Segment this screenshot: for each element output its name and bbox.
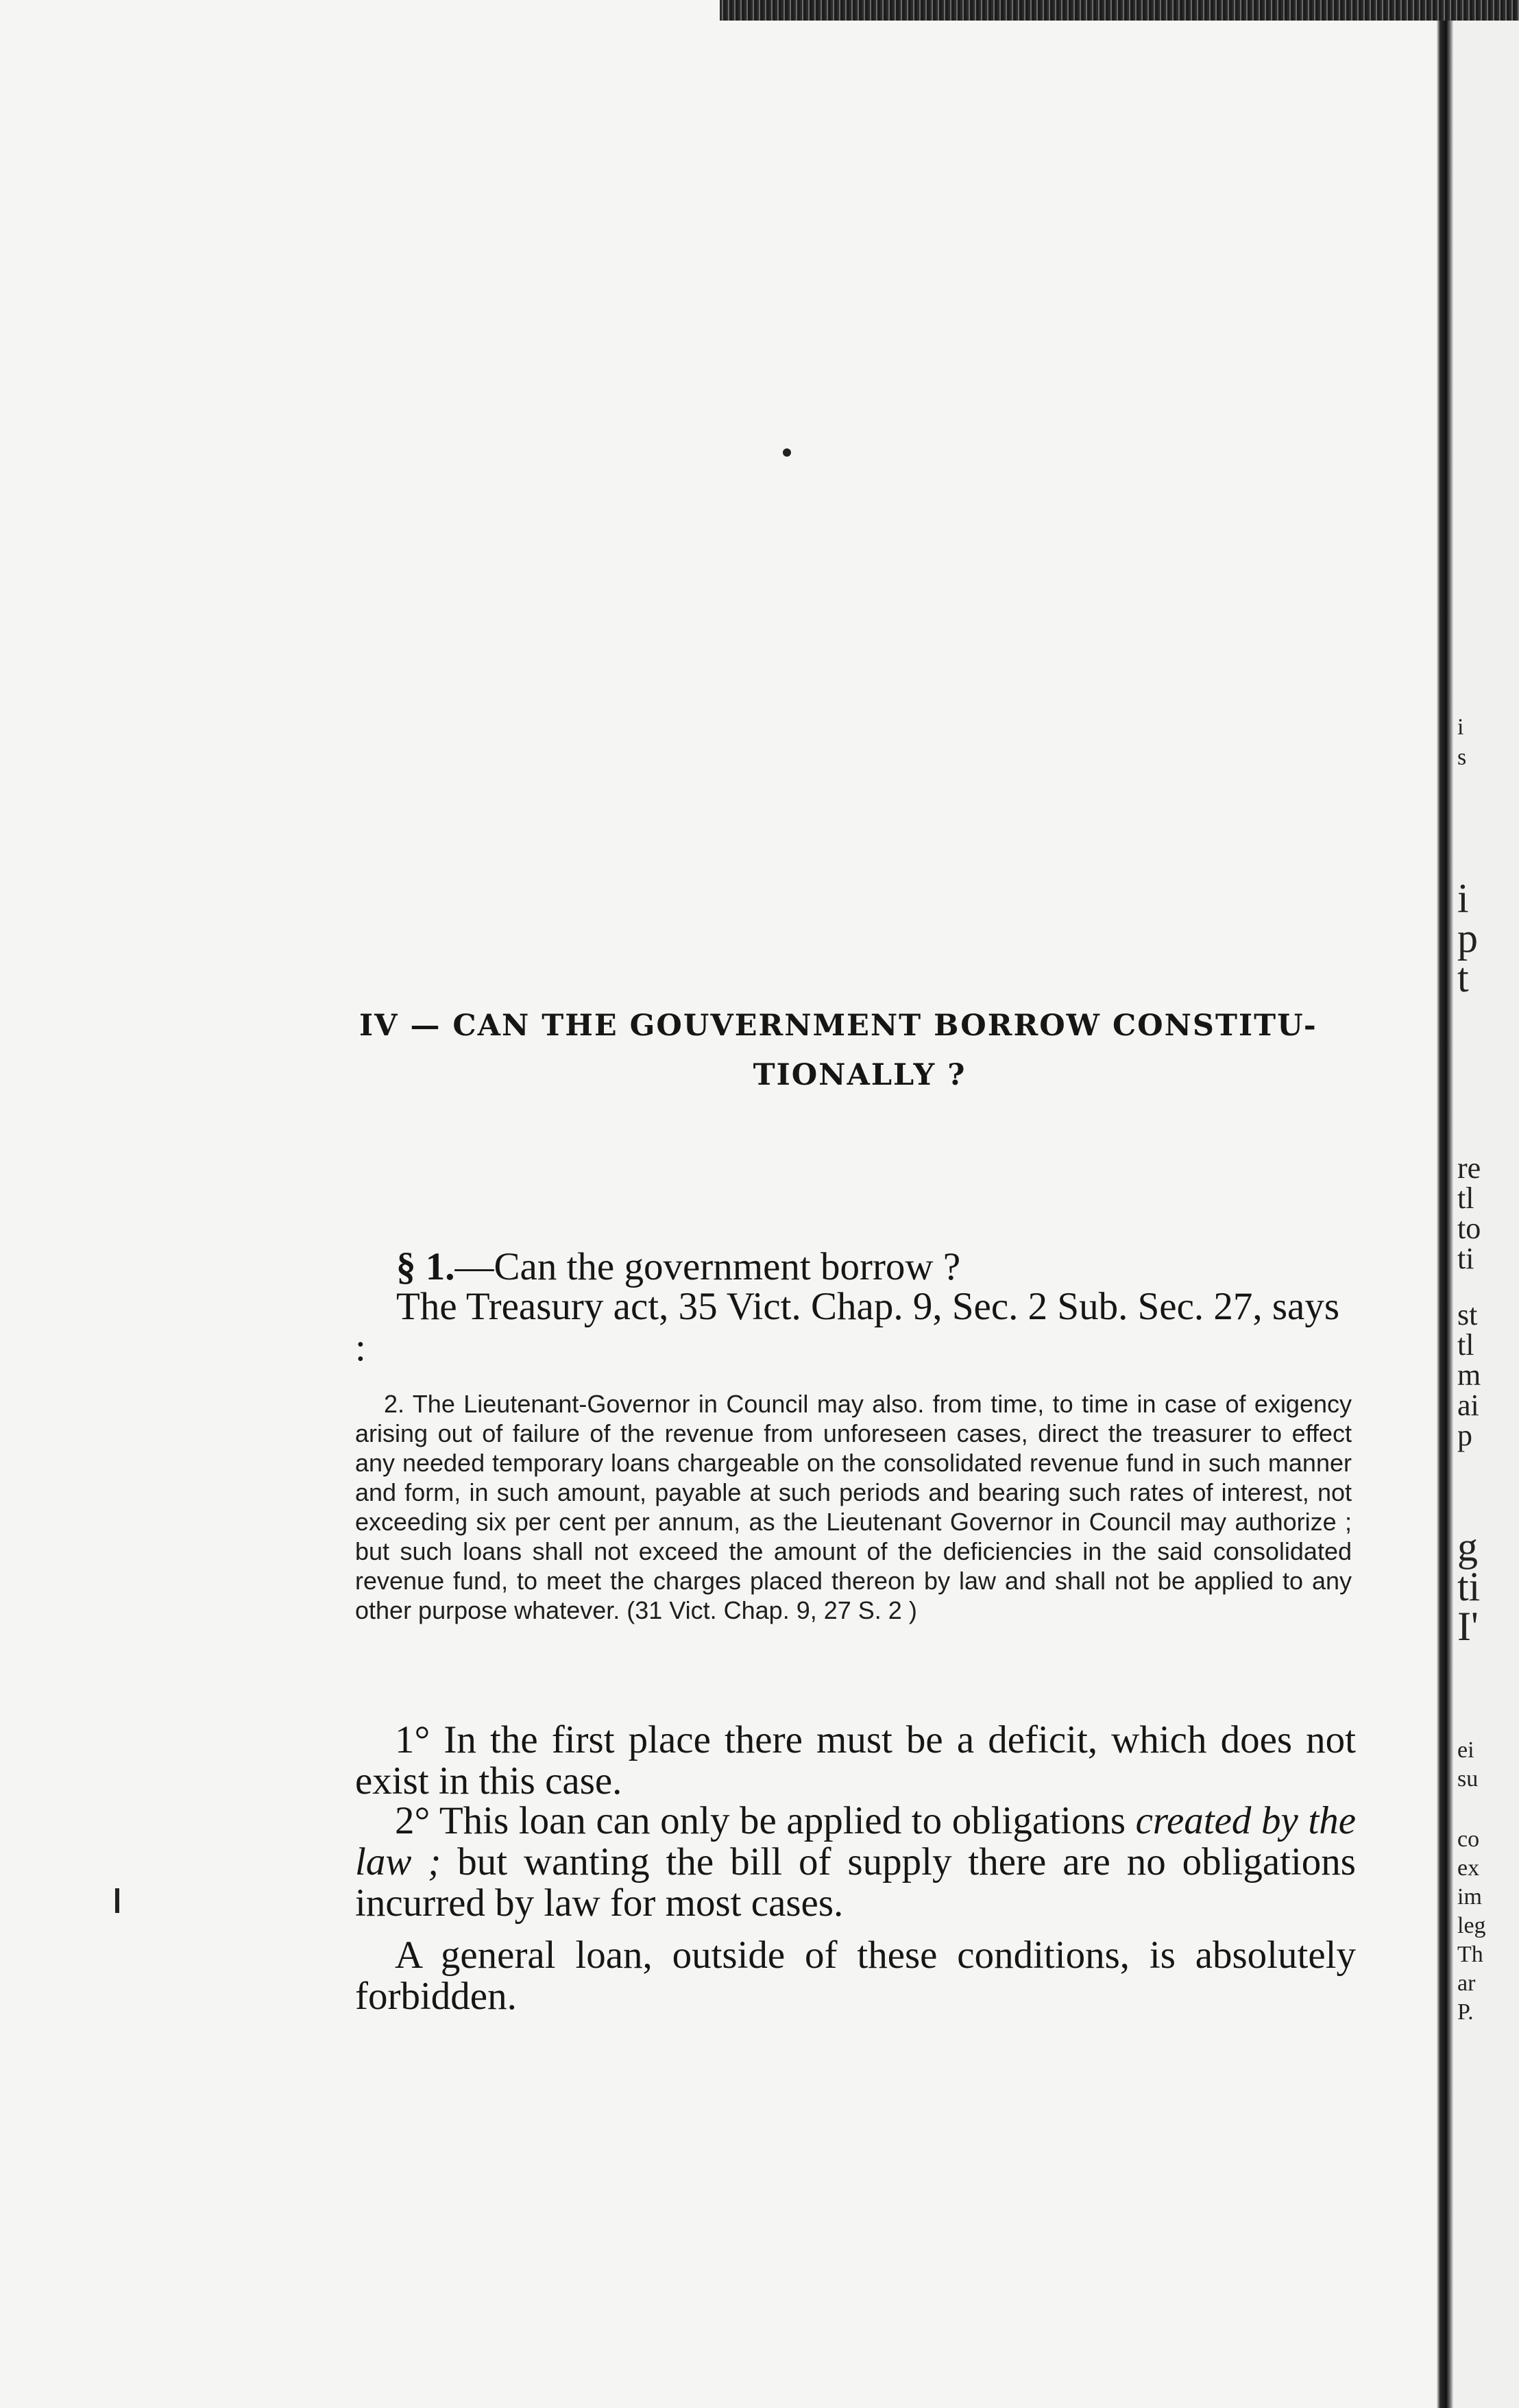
fragment: i <box>1457 714 1464 740</box>
chapter-heading <box>359 1001 1360 1100</box>
point-two-end: but wanting the bill of supply there are no obligations incurred by law for most cases. <box>355 1840 1356 1925</box>
fragment: tl <box>1457 1181 1474 1215</box>
book-gutter <box>1437 21 1453 2408</box>
point-two <box>355 1801 1356 1924</box>
fragment: p <box>1457 915 1478 961</box>
fragment: t <box>1457 955 1469 1000</box>
closing-paragraph: A general loan, outside of these conditions, is absolutely forbidden. <box>355 1934 1356 2018</box>
fragment: s <box>1457 745 1467 770</box>
section-number: § 1. <box>396 1245 455 1288</box>
fragment: co <box>1457 1827 1480 1852</box>
fragment: m <box>1457 1358 1481 1392</box>
adjacent-page-fragment <box>1453 21 1519 2408</box>
point-two-start: 2° This loan can only be applied to obligations <box>395 1799 1136 1842</box>
fragment: g <box>1457 1524 1478 1569</box>
fragment: ei <box>1457 1737 1474 1763</box>
fragment: to <box>1457 1212 1481 1245</box>
fragment: st <box>1457 1298 1478 1332</box>
point-two-emphasis: created by the law ; <box>355 1799 1356 1883</box>
section-title-text: —Can the government borrow ? <box>454 1245 961 1288</box>
scan-edge <box>720 0 1519 21</box>
fragment: ar <box>1457 1971 1476 1996</box>
fragment: ex <box>1457 1855 1480 1881</box>
fragment: re <box>1457 1151 1481 1185</box>
margin-mark <box>115 1888 119 1913</box>
fragment: leg <box>1457 1913 1486 1938</box>
point-one: 1° In the first place there must be a deficit, which does not exist in this case. <box>355 1718 1356 1803</box>
quoted-statute: 2. The Lieutenant-Governor in Council may also. from time, to time in case of exigency arising out of failure of the revenue from unforeseen cases, direct the treasurer to effect any needed temporary loans chargeable on the consolidated revenue fund in such manner and form, in such amount, payable at such periods and bearing such rates of interest, not exceeding six per cent per annum, as the Lieutenant Governor in Council may authorize ; but such loans shall not exceed the amount of the deficiencies in the said consolidated revenue fund, to meet the charges placed thereon by law and shall not be applied to any other purpose whatever. (31 Vict. Chap. 9, 27 S. 2 ) <box>355 1390 1352 1624</box>
fragment: p <box>1457 1419 1472 1452</box>
fragment: P. <box>1457 1999 1474 2025</box>
intro-paragraph: The Treasury act, 35 Vict. Chap. 9, Sec. 2 Sub. Sec. 27, says : <box>355 1285 1340 1369</box>
chapter-heading-line-2: TIONALLY ? <box>753 1058 967 1092</box>
fragment: ti <box>1457 1242 1474 1275</box>
fragment: Th <box>1457 1942 1483 1967</box>
chapter-heading-line-1: IV — CAN THE GOUVERNMENT BORROW CONSTITU- <box>359 1009 1317 1043</box>
fragment: im <box>1457 1884 1482 1910</box>
fragment: ti <box>1457 1564 1481 1609</box>
ink-dot <box>783 448 791 457</box>
fragment: i <box>1457 876 1469 921</box>
fragment: ai <box>1457 1388 1479 1422</box>
fragment: I' <box>1457 1604 1479 1649</box>
section-title <box>355 1247 1356 1288</box>
fragment: su <box>1457 1766 1479 1792</box>
fragment: tl <box>1457 1328 1474 1362</box>
